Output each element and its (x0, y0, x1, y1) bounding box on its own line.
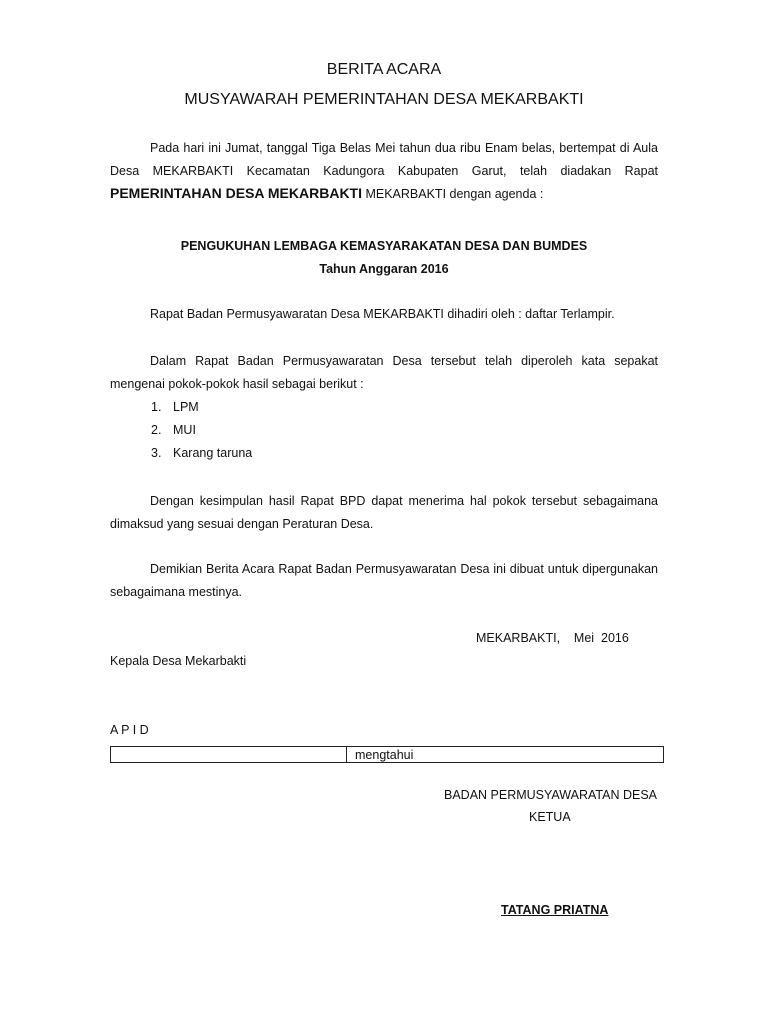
list-item-number: 2. (151, 423, 162, 437)
closing-paragraph (110, 558, 658, 603)
intro-text-1: Pada hari ini Jumat, tanggal Tiga Belas Mei tahun dua ribu Enam belas, bertempat di Aula Desa MEKARBAKTI Kecamatan Kadungora Kabupaten Garut, telah diadakan Rapat (110, 141, 658, 178)
agreement-text: Dalam Rapat Badan Permusyawaratan Desa tersebut telah diperoleh kata sepakat mengenai pokok-pokok hasil sebagai berikut : (110, 354, 658, 391)
village-head-label: Kepala Desa Mekarbakti (110, 654, 247, 668)
list-item-number: 3. (151, 446, 162, 460)
document-subtitle: MUSYAWARAH PEMERINTAHAN DESA MEKARBAKTI (184, 91, 584, 108)
bpd-label: BADAN PERMUSYAWARATAN DESA (444, 788, 657, 802)
apid-label: A P I D (110, 723, 149, 737)
signature-table-left-cell (111, 747, 347, 762)
list-item-text: MUI (173, 423, 196, 437)
acknowledged-label: mengtahui (355, 748, 414, 762)
conclusion-paragraph (110, 490, 658, 535)
intro-text-2: MEKARBAKTI dengan agenda : (362, 187, 544, 201)
document-title: BERITA ACARA (326, 61, 442, 78)
list-item-text: LPM (173, 400, 199, 414)
chair-name: TATANG PRIATNA (501, 903, 609, 917)
place-date: MEKARBAKTI, Mei 2016 (476, 631, 629, 645)
agreement-paragraph (110, 350, 658, 395)
intro-bold: PEMERINTAHAN DESA MEKARBAKTI (110, 185, 362, 201)
agenda-title: PENGUKUHAN LEMBAGA KEMASYARAKATAN DESA DAN BUMDES (180, 239, 588, 253)
attendance-paragraph: Rapat Badan Permusyawaratan Desa MEKARBAKTI dihadiri oleh : daftar Terlampir. (150, 307, 615, 321)
list-item-number: 1. (151, 400, 162, 414)
intro-paragraph (110, 137, 658, 206)
conclusion-text: Dengan kesimpulan hasil Rapat BPD dapat menerima hal pokok tersebut sebagaimana dimaksud yang sesuai dengan Peraturan Desa. (110, 494, 658, 531)
signature-table (110, 746, 664, 763)
agenda-year: Tahun Anggaran 2016 (319, 262, 449, 276)
list-item-text: Karang taruna (173, 446, 253, 460)
closing-text: Demikian Berita Acara Rapat Badan Permusyawaratan Desa ini dibuat untuk dipergunakan sebagaimana mestinya. (110, 562, 658, 599)
chair-label: KETUA (529, 810, 571, 824)
